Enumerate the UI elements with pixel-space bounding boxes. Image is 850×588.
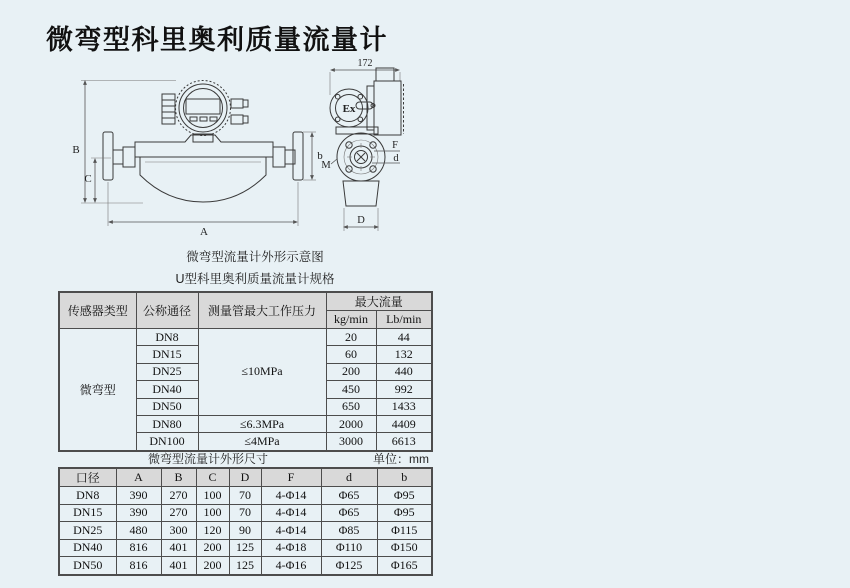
dimension-D [344,208,378,231]
dim-header-C: C [196,468,229,487]
dim-label-A: A [200,226,208,238]
dim-cell: DN50 [59,557,116,575]
dim-header-d: d [321,468,377,487]
ex-mark: Ex [342,103,356,115]
dim-cell: DN8 [59,487,116,505]
spec-cell-pressure: ≤10MPa [198,329,326,416]
dim-cell: DN40 [59,539,116,557]
dim-cell: 480 [116,522,161,540]
spec-cell-lb: 4409 [376,415,432,432]
dim-cell: 70 [229,487,261,505]
spec-table [58,291,433,452]
dim-label-B: B [72,144,80,156]
dim-label-d: d [393,153,399,164]
transmitter-end-icon [330,68,404,135]
dim-label-D: D [357,215,365,226]
spec-cell-dn: DN8 [136,329,198,346]
dim-cell: Φ95 [377,504,432,522]
spec-cell-lb: 6613 [376,433,432,451]
dimension-172 [330,58,400,95]
diagram-caption: 微弯型流量计外形示意图 [186,250,324,264]
spec-table-title: U型科里奥利质量流量计规格 [175,272,335,286]
flange-face-icon [337,133,385,181]
dim-header-B: B [161,468,196,487]
table-row [59,539,432,557]
dim-cell: Φ150 [377,539,432,557]
spec-cell-lb: 992 [376,381,432,398]
spec-header-max-flow: 最大流量 [326,292,432,311]
dim-header-F: F [261,468,321,487]
transmitter-head-icon [162,81,248,143]
dim-cell: 125 [229,557,261,575]
dim-cell: 125 [229,539,261,557]
dimension-F [374,140,400,151]
dim-header-bore: 口径 [59,468,116,487]
spec-cell-dn: DN50 [136,398,198,415]
flowmeter-side-view-diagram [55,58,325,238]
spec-cell-dn: DN40 [136,381,198,398]
spec-cell-lb: 1433 [376,398,432,415]
dim-cell: 200 [196,539,229,557]
dim-cell: 390 [116,504,161,522]
dim-cell: DN15 [59,504,116,522]
dim-label-C: C [84,173,92,185]
spec-cell-lb: 44 [376,329,432,346]
dim-header-D: D [229,468,261,487]
dim-cell: 100 [196,487,229,505]
table-row [59,487,432,505]
dim-cell: 816 [116,539,161,557]
dim-table-unit-label: 单位：mm [373,452,429,466]
dim-cell: 270 [161,487,196,505]
dim-cell: 4-Φ14 [261,522,321,540]
dim-cell: 90 [229,522,261,540]
spec-header-nominal-diameter: 公称通径 [136,292,198,329]
dim-cell: Φ115 [377,522,432,540]
dim-cell: 4-Φ18 [261,539,321,557]
dim-cell: 4-Φ16 [261,557,321,575]
dimension-d [372,153,400,164]
table-row [59,557,432,575]
dim-cell: Φ165 [377,557,432,575]
flowmeter-end-view-diagram [320,55,505,240]
spec-cell-kg: 200 [326,363,376,380]
dim-cell: Φ65 [321,487,377,505]
dim-cell: 200 [196,557,229,575]
spec-cell-lb: 440 [376,363,432,380]
dimension-M [321,159,337,171]
table-row [59,329,432,346]
dim-label-b: b [317,150,323,162]
dim-cell: 816 [116,557,161,575]
dim-cell: 270 [161,504,196,522]
dim-cell: Φ85 [321,522,377,540]
dim-cell: 390 [116,487,161,505]
spec-cell-kg: 20 [326,329,376,346]
dim-label-F: F [392,140,398,151]
dim-header-b: b [377,468,432,487]
spec-cell-kg: 2000 [326,415,376,432]
dim-cell: Φ110 [321,539,377,557]
dim-table [58,467,433,576]
dim-header-A: A [116,468,161,487]
dim-cell: 4-Φ14 [261,504,321,522]
table-row [59,522,432,540]
spec-header-flow-lb: Lb/min [376,311,432,329]
dim-label-172: 172 [357,58,373,69]
spec-header-sensor-type: 传感器类型 [59,292,136,329]
flowmeter-base-icon [343,181,379,206]
spec-cell-lb: 132 [376,346,432,363]
dim-cell: Φ65 [321,504,377,522]
spec-header-flow-kg: kg/min [326,311,376,329]
dimension-A [108,182,298,238]
dim-cell: Φ95 [377,487,432,505]
dim-cell: 120 [196,522,229,540]
dim-label-M: M [321,160,331,171]
spec-cell-pressure: ≤4MPa [198,433,326,451]
dim-cell: Φ125 [321,557,377,575]
page-title: 微弯型科里奥利质量流量计 [46,25,388,55]
spec-cell-sensor-type: 微弯型 [59,329,136,451]
spec-header-max-pressure: 测量管最大工作压力 [198,292,326,329]
spec-cell-kg: 3000 [326,433,376,451]
dim-table-title: 微弯型流量计外形尺寸 [147,452,268,466]
spec-cell-dn: DN80 [136,415,198,432]
dim-cell: 70 [229,504,261,522]
spec-cell-kg: 60 [326,346,376,363]
spec-cell-kg: 650 [326,398,376,415]
dim-cell: 401 [161,557,196,575]
spec-cell-dn: DN25 [136,363,198,380]
dim-cell: 100 [196,504,229,522]
dim-cell: 300 [161,522,196,540]
dim-cell: 4-Φ14 [261,487,321,505]
table-row [59,504,432,522]
spec-cell-pressure: ≤6.3MPa [198,415,326,432]
dim-cell: 401 [161,539,196,557]
spec-cell-dn: DN100 [136,433,198,451]
spec-cell-dn: DN15 [136,346,198,363]
dim-table-title-row [58,450,431,466]
dim-cell: DN25 [59,522,116,540]
spec-cell-kg: 450 [326,381,376,398]
